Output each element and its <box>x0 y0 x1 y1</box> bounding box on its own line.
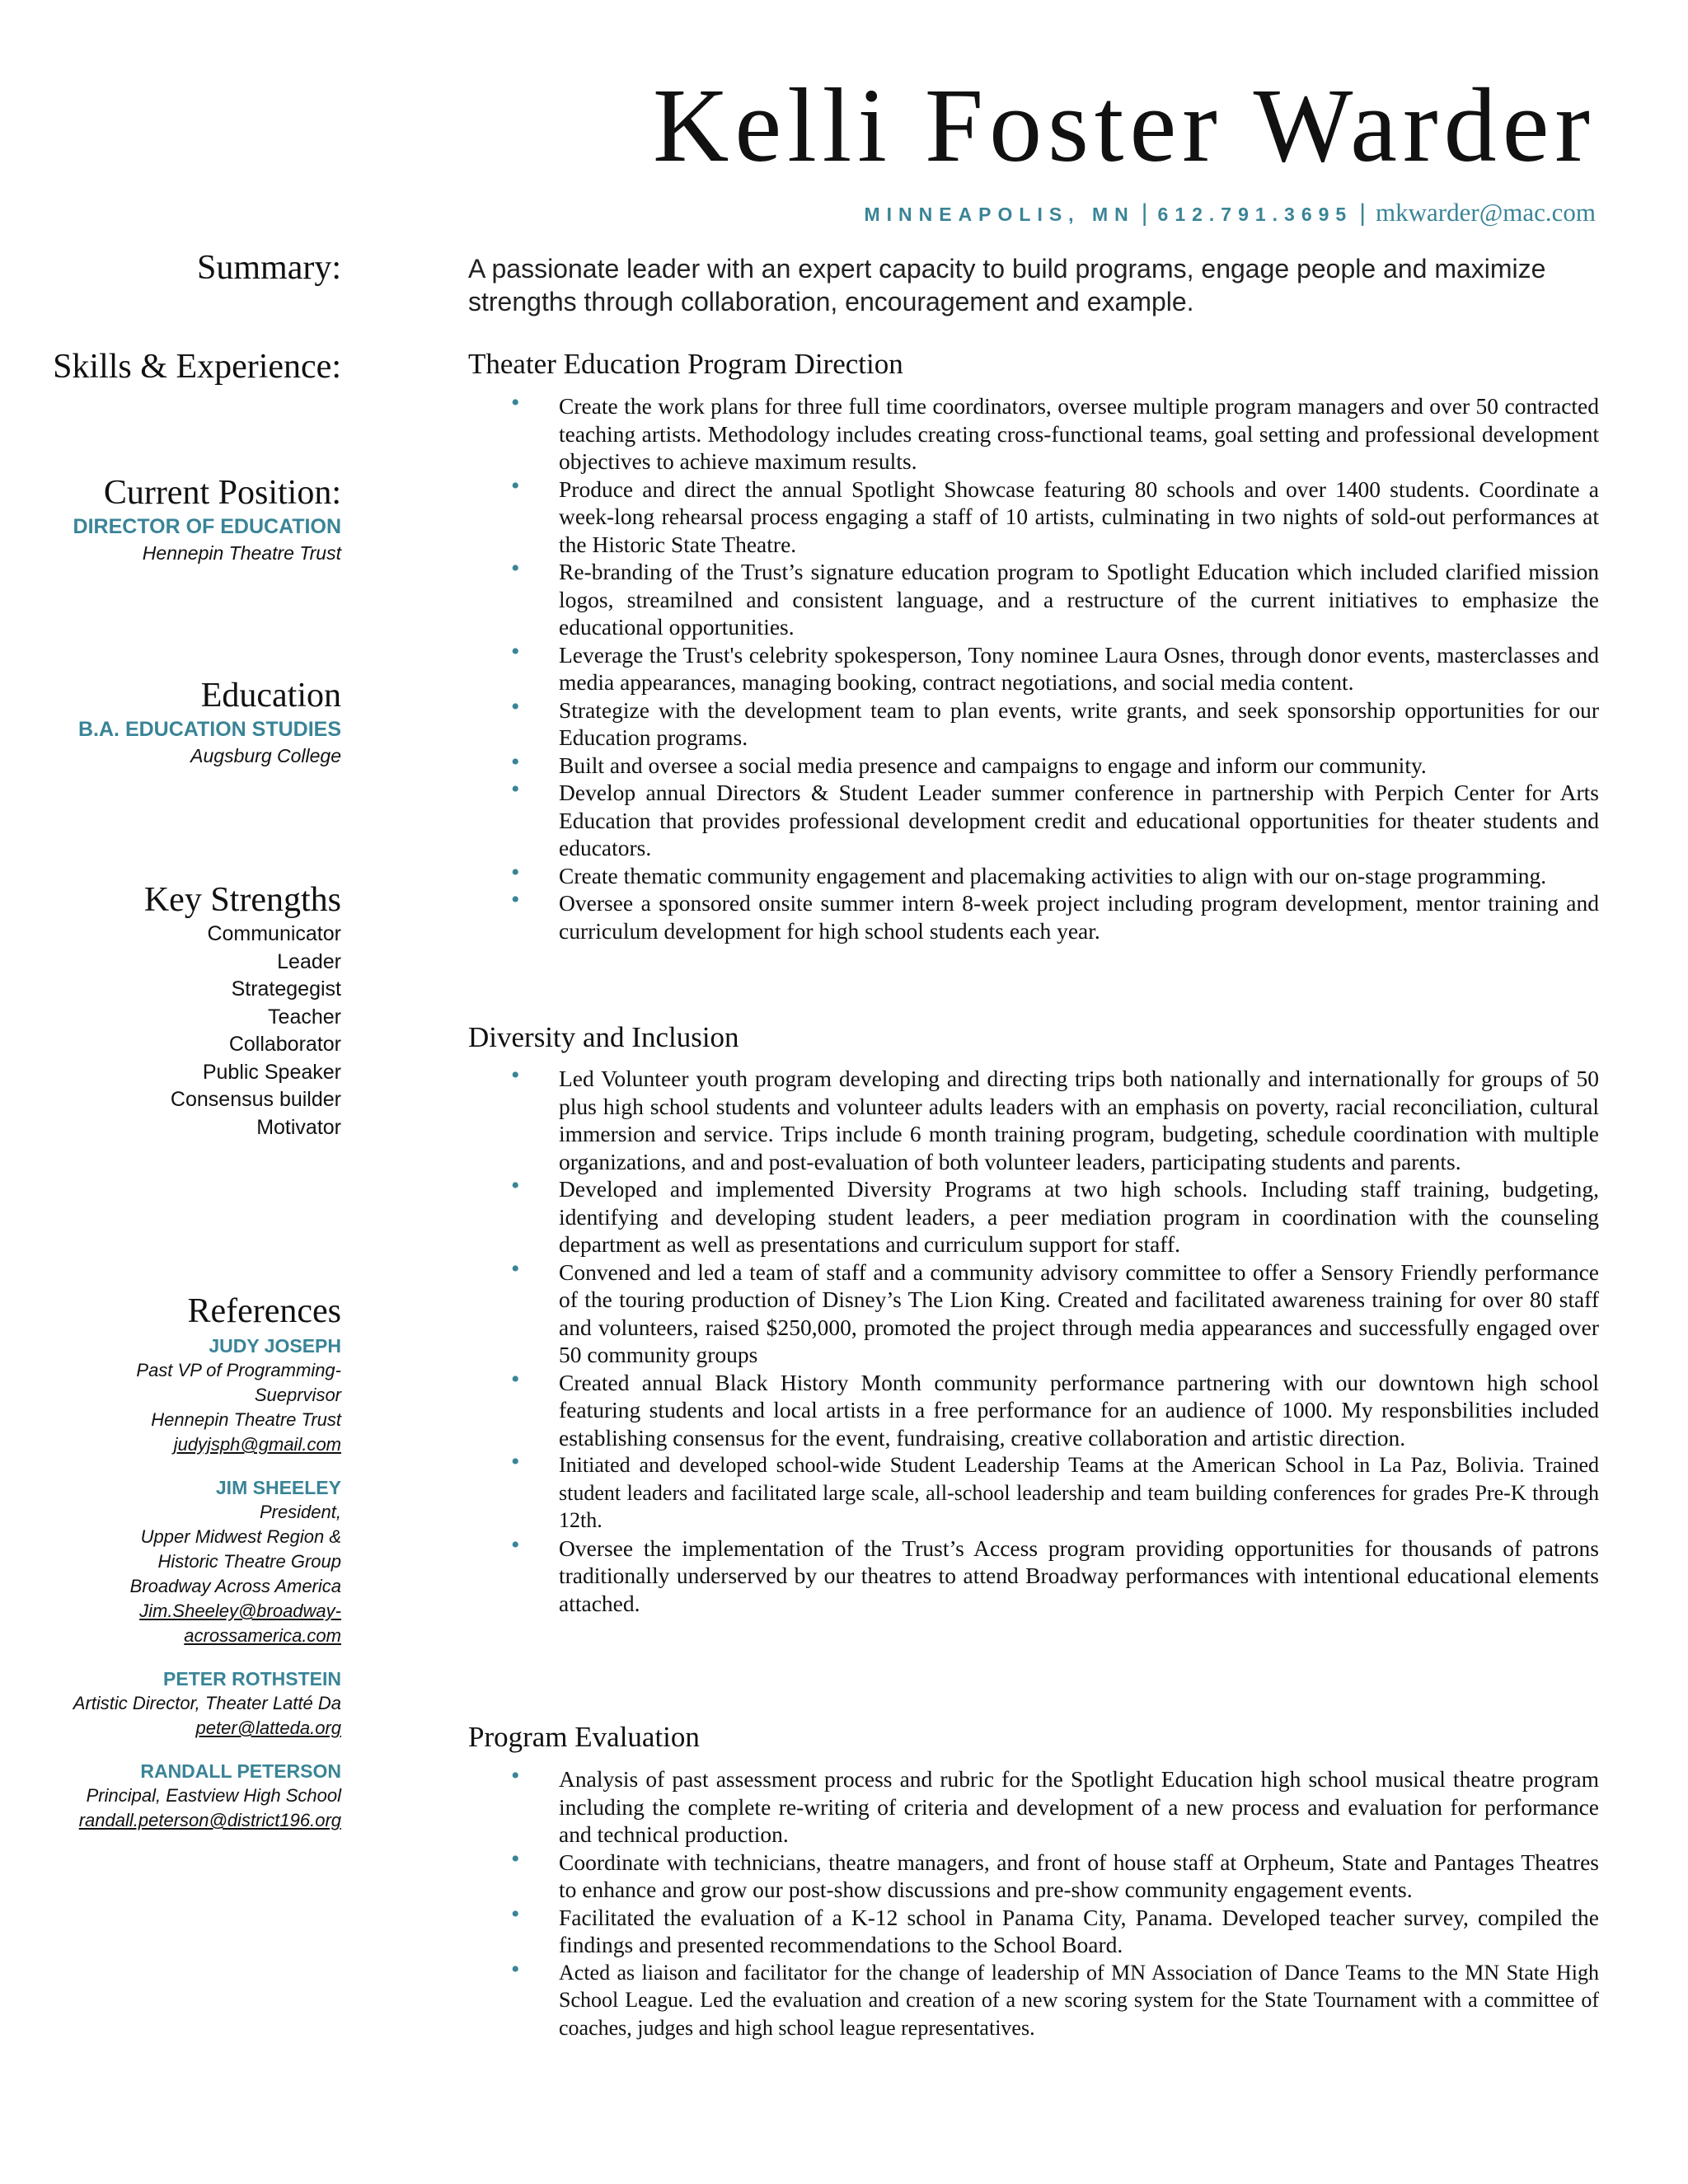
reference-detail: Broadway Across America <box>129 1576 341 1596</box>
bullet-text: Analysis of past assessment process and rubric for the Spotlight Education high school musical theatre program including the complete re-writing of criteria and development of a new process and evaluation for performance and technical production. <box>559 1766 1599 1847</box>
reference-detail: Hennepin Theatre Trust <box>151 1409 341 1430</box>
position-title: DIRECTOR OF EDUCATION <box>73 515 341 538</box>
references-heading: References <box>187 1292 341 1330</box>
section-title: Diversity and Inclusion <box>468 1021 739 1053</box>
bullet-item <box>511 1530 1599 1618</box>
bullet-item <box>511 1448 1599 1535</box>
bullet-item <box>511 637 1599 696</box>
bullet-dot-icon: • <box>511 1844 520 1872</box>
bullet-dot-icon: • <box>511 555 520 582</box>
bullet-text: Oversee a sponsored onsite summer intern 8-week project including program development, mentor training and curriculum development for high school students each year. <box>559 890 1599 944</box>
bullet-dot-icon: • <box>511 1172 520 1199</box>
bullet-dot-icon: • <box>511 692 520 720</box>
section-bullet-list <box>511 1062 1599 1617</box>
resume-name: Kelli Foster Warder <box>652 67 1596 184</box>
bullet-text: Oversee the implementation of the Trust’s Access program providing opportunities for thousands of patrons traditionally underserved by our theatres to attend Broadway performances with intentional educational elements attached. <box>559 1535 1599 1616</box>
current-position-block <box>49 472 341 566</box>
reference-detail: Sueprvisor <box>254 1385 341 1405</box>
section-bullet-list <box>511 389 1599 944</box>
bullet-item <box>511 692 1599 752</box>
contact-phone: 612.791.3695 <box>1157 204 1353 225</box>
bullet-item <box>511 886 1599 944</box>
strength-item: Strategegist <box>231 977 341 1001</box>
bullet-text: Created annual Black History Month community performance partnering with our downtown high school featuring students and local artists in a free performance for an audience of 1000. My responsbilities included establishing consensus for the event, fundraising, creative collaboration and artistic direction. <box>559 1369 1599 1451</box>
bullet-text: Re-branding of the Trust’s signature education program to Spotlight Education which included clarified mission logos, streamilned and consistent language, and a restructure of the current initiatives to emphasize the educational opportunities. <box>559 559 1599 640</box>
reference-detail: Principal, Eastview High School <box>86 1785 341 1806</box>
school: Augsburg College <box>190 745 341 766</box>
bullet-text: Develop annual Directors & Student Leader summer conference in partnership with Perpich Center for Arts Education that provides professional development credit and educational opportunities for theater students and educators. <box>559 780 1599 860</box>
bullet-dot-icon: • <box>511 858 520 886</box>
bullet-item <box>511 1172 1599 1258</box>
strength-item: Teacher <box>268 1005 341 1029</box>
reference-email[interactable]: Jim.Sheeley@broadway- <box>139 1601 341 1621</box>
bullet-text: Strategize with the development team to plan events, write grants, and seek sponsorship opportunities for our Education programs. <box>559 696 1599 750</box>
reference-detail: Artistic Director, Theater Latté Da <box>73 1693 341 1713</box>
position-org: Hennepin Theatre Trust <box>142 542 341 564</box>
bullet-dot-icon: • <box>511 1955 520 1983</box>
contact-line <box>864 198 1596 232</box>
reference-detail: Upper Midwest Region & <box>140 1526 341 1547</box>
current-position-heading: Current Position: <box>103 474 341 512</box>
bullet-text: Convened and led a team of staff and a community advisory committee to offer a Sensory Friendly performance of the touring production of Disney’s The Lion King. Created and facilitated awareness training for over 80 staff and volunteers, raised $250,000, promoted the project through media appearances and successfully engaged over 50 community groups <box>559 1258 1599 1367</box>
reference-email[interactable]: randall.peterson@district196.org <box>78 1810 341 1830</box>
key-strengths-list <box>49 921 341 1141</box>
bullet-dot-icon: • <box>511 748 520 776</box>
reference-name: RANDALL PETERSON <box>140 1760 341 1782</box>
reference-entry <box>49 1666 341 1741</box>
bullet-item <box>511 748 1599 780</box>
bullet-item <box>511 389 1599 476</box>
bullet-item <box>511 1762 1599 1849</box>
bullet-dot-icon: • <box>511 1530 520 1558</box>
bullet-item <box>511 1900 1599 1959</box>
education-heading: Education <box>200 677 341 715</box>
bullet-item <box>511 1844 1599 1904</box>
bullet-dot-icon: • <box>511 1254 520 1282</box>
bullet-dot-icon: • <box>511 1762 520 1789</box>
reference-name: PETER ROTHSTEIN <box>163 1668 341 1690</box>
key-strengths-block <box>49 879 341 1141</box>
skills-heading: Skills & Experience: <box>53 348 341 386</box>
bullet-item <box>511 858 1599 890</box>
bullet-dot-icon: • <box>511 389 520 416</box>
bullet-dot-icon: • <box>511 776 520 803</box>
bullet-dot-icon: • <box>511 1900 520 1928</box>
bullet-text: Produce and direct the annual Spotlight Showcase featuring 80 schools and over 1400 students. Coordinate a week-long rehearsal process engaging a staff of 10 artists, culminating in two nights of sold-out performances at the Historic State Theatre. <box>559 476 1599 557</box>
bullet-text: Coordinate with technicians, theatre managers, and front of house staff at Orpheum, State and Pantages Theatres to enhance and grow our post-show discussions and pre-show community engagement events. <box>559 1849 1599 1902</box>
contact-location: MINNEAPOLIS, MN <box>864 204 1135 225</box>
section-bullet-list <box>511 1762 1599 2041</box>
bullet-item <box>511 1062 1599 1175</box>
strength-item: Communicator <box>207 922 341 945</box>
bullet-item <box>511 555 1599 641</box>
reference-name: JIM SHEELEY <box>215 1477 341 1498</box>
bullet-text: Create thematic community engagement and placemaking activities to align with our on-stage programming. <box>559 862 1547 888</box>
bullet-text: Acted as liaison and facilitator for the change of leadership of MN Association of Dance Teams to the MN State High School League. Led the evaluation and creation of a new scoring system for the State Tournament with a committee of coaches, judges and high school league representatives. <box>559 1960 1599 2040</box>
reference-name: JUDY JOSEPH <box>209 1335 341 1357</box>
reference-entry <box>49 1475 341 1648</box>
reference-detail: Historic Theatre Group <box>157 1551 341 1572</box>
reference-detail: Past VP of Programming- <box>136 1360 341 1380</box>
bullet-text: Built and oversee a social media presence and campaigns to engage and inform our community. <box>559 752 1427 778</box>
bullet-item <box>511 1254 1599 1369</box>
bullet-dot-icon: • <box>511 1448 520 1475</box>
degree: B.A. EDUCATION STUDIES <box>78 718 341 741</box>
reference-email[interactable]: peter@latteda.org <box>195 1718 341 1738</box>
key-strengths-heading: Key Strengths <box>143 881 341 919</box>
bullet-text: Facilitated the evaluation of a K-12 school in Panama City, Panama. Developed teacher survey, compiled the findings and presented recommendations to the School Board. <box>559 1904 1599 1957</box>
reference-detail: President, <box>259 1502 341 1522</box>
summary-text: A passionate leader with an expert capacity to build programs, engage people and maximize strengths through collaboration, encouragement and example. <box>468 254 1546 316</box>
reference-entry <box>49 1759 341 1833</box>
bullet-dot-icon: • <box>511 471 520 499</box>
strength-item: Motivator <box>256 1115 341 1139</box>
contact-divider: | <box>1359 199 1367 227</box>
bullet-text: Initiated and developed school-wide Student Leadership Teams at the American School in La Paz, Bolivia. Trained student leaders and facilitated large scale, all-school leadership and team building conferences for grades Pre-K through 12th. <box>559 1453 1599 1532</box>
bullet-text: Developed and implemented Diversity Programs at two high schools. Including staff training, budgeting, identifying and developing student leaders, a peer mediation program in coordination with the counseling department as well as presentations and curriculum support for staff. <box>559 1176 1599 1257</box>
bullet-text: Led Volunteer youth program developing and directing trips both nationally and internationally for groups of 50 plus high school students and volunteer adults leaders with an emphasis on poverty, racial reconciliation, cultural immersion and service. Trips include 6 month training program, budgeting, schedule coordination with multiple organizations, and and post-evaluation of both volunteer leaders, participating students and parents. <box>559 1066 1599 1174</box>
summary-heading: Summary: <box>197 249 341 287</box>
strength-item: Leader <box>277 949 341 973</box>
bullet-text: Create the work plans for three full time coordinators, oversee multiple program managers and over 50 contracted teaching artists. Methodology includes creating cross-functional teams, goal setting and professional development objectives to achieve maximum results. <box>559 393 1599 474</box>
strength-item: Public Speaker <box>202 1060 341 1084</box>
contact-email[interactable]: mkwarder@mac.com <box>1376 198 1596 227</box>
strength-item: Consensus builder <box>170 1088 341 1111</box>
section-title: Program Evaluation <box>468 1721 700 1753</box>
references-block <box>49 1291 341 1833</box>
bullet-dot-icon: • <box>511 1365 520 1393</box>
bullet-item <box>511 1365 1599 1452</box>
bullet-item <box>511 471 1599 559</box>
reference-email[interactable]: acrossamerica.com <box>184 1625 341 1646</box>
bullet-dot-icon: • <box>511 637 520 665</box>
references-list <box>49 1333 341 1833</box>
bullet-item <box>511 1955 1599 2042</box>
bullet-text: Leverage the Trust's celebrity spokesperson, Tony nominee Laura Osnes, through donor events, masterclasses and media appearances, managing booking, contract negotiations, and social media content. <box>559 641 1599 695</box>
bullet-dot-icon: • <box>511 1062 520 1089</box>
section-title: Theater Education Program Direction <box>468 348 903 380</box>
reference-email[interactable]: judyjsph@gmail.com <box>173 1434 341 1455</box>
contact-divider: | <box>1141 199 1148 227</box>
reference-entry <box>49 1333 341 1457</box>
bullet-dot-icon: • <box>511 886 520 913</box>
education-block <box>49 675 341 769</box>
bullet-item <box>511 776 1599 862</box>
strength-item: Collaborator <box>228 1033 341 1056</box>
